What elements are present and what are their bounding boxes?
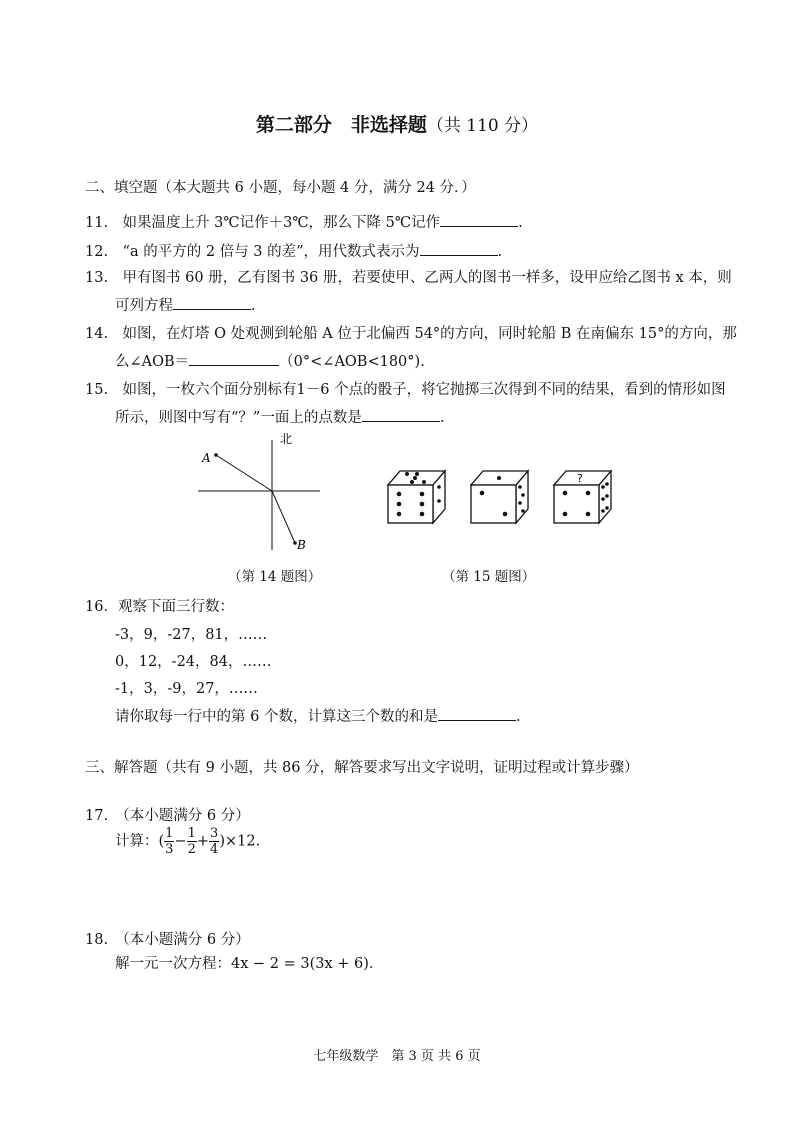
q13-line2-text: 可列方程 <box>115 298 173 314</box>
q15-end: . <box>439 410 445 426</box>
q16-row3: -1，3，-9，27，…… <box>115 681 258 697</box>
q14-line1: 14. 如图，在灯塔 O 处观测到轮船 A 位于北偏西 54°的方向，同时轮船 B 在南偏东 15°的方向，那 <box>85 326 737 342</box>
f3-numerator: 3 <box>210 826 219 841</box>
section2-header: 二、填空题（本大题共 6 小题，每小题 4 分，满分 24 分．） <box>85 180 476 196</box>
figure-15-caption: （第 15 题图） <box>442 569 536 585</box>
q16-header: 16．观察下面三行数： <box>85 599 234 615</box>
q16-ask <box>115 705 521 726</box>
q17-prefix: 计算：( <box>115 833 165 850</box>
figure-14-diagram <box>190 430 330 555</box>
q16-ask-text: 请你取每一行中的第 6 个数，计算这三个数的和是 <box>115 709 438 725</box>
f2-denominator: 2 <box>187 842 196 857</box>
point-b-label: B <box>297 538 306 552</box>
page-footer: 七年级数学 第 3 页 共 6 页 <box>313 1049 481 1064</box>
q12-text: 12. “a 的平方的 2 倍与 3 的差”，用代数式表示为 <box>85 244 420 260</box>
q15-line2-text: 所示，则图中写有“？”一面上的点数是 <box>115 410 362 426</box>
f3-denominator: 4 <box>210 842 219 857</box>
ray-oa <box>216 455 272 491</box>
question-12 <box>85 240 502 261</box>
q14-line2 <box>115 350 425 371</box>
title-main: 第二部分 非选择题 <box>255 114 427 136</box>
f2-numerator: 1 <box>187 826 196 841</box>
title-sub: （共 110 分） <box>426 116 539 136</box>
q14-range: （0°<∠AOB<180°). <box>279 354 425 370</box>
q16-end: . <box>515 709 521 725</box>
fraction-3-4 <box>209 826 219 857</box>
page-title <box>0 110 794 137</box>
q15-line2 <box>115 406 444 427</box>
q14-line2-text: 么∠AOB＝ <box>115 354 190 370</box>
fraction-1-3 <box>164 826 174 857</box>
q15-answer-blank[interactable] <box>362 407 440 422</box>
figure-14-caption: （第 14 题图） <box>228 569 322 585</box>
q17-op1: − <box>174 833 187 850</box>
q18-equation: 解一元一次方程：4x − 2 = 3(3x + 6)． <box>115 956 384 972</box>
die-3 <box>554 471 611 523</box>
q16-row2: 0，12，-24，84，…… <box>115 654 272 670</box>
q13-line2 <box>115 294 256 315</box>
fraction-1-2 <box>187 826 197 857</box>
q12-end: . <box>497 244 503 260</box>
point-a-label: A <box>202 451 211 465</box>
f1-denominator: 3 <box>165 842 174 857</box>
q11-text: 11. 如果温度上升 3℃记作＋3℃，那么下降 5℃记作 <box>85 215 441 231</box>
q17-suffix: )×12． <box>219 833 271 850</box>
q18-header: 18. （本小题满分 6 分） <box>85 932 250 948</box>
f1-numerator: 1 <box>165 826 174 841</box>
q13-line1: 13. 甲有图书 60 册，乙有图书 36 册，若要使甲、乙两人的图书一样多，设甲应给乙图书 x 本，则 <box>85 270 732 286</box>
north-label: 北 <box>280 432 293 446</box>
question-mark-face: ? <box>577 472 583 485</box>
q17-expression <box>115 826 270 857</box>
ray-ob <box>272 491 295 543</box>
q12-answer-blank[interactable] <box>420 241 498 256</box>
q13-answer-blank[interactable] <box>173 295 251 310</box>
q13-end: . <box>251 298 256 314</box>
q16-answer-blank[interactable] <box>438 706 516 721</box>
q17-header: 17. （本小题满分 6 分） <box>85 808 250 824</box>
figure-15-dice <box>385 465 615 527</box>
section3-header: 三、解答题（共有 9 小题，共 86 分，解答要求写出文字说明，证明过程或计算步骤） <box>85 760 639 776</box>
q11-end: . <box>518 215 523 231</box>
q17-op2: + <box>196 833 210 850</box>
q11-answer-blank[interactable] <box>440 212 518 227</box>
q14-answer-blank[interactable] <box>189 351 279 366</box>
question-11 <box>85 211 523 232</box>
q16-row1: -3，9，-27，81，…… <box>115 627 268 643</box>
die-1 <box>388 471 445 523</box>
die-2 <box>471 471 528 523</box>
q15-line1: 15. 如图，一枚六个面分别标有1－6 个点的骰子，将它抛掷三次得到不同的结果，看到的情形如图 <box>85 382 726 398</box>
